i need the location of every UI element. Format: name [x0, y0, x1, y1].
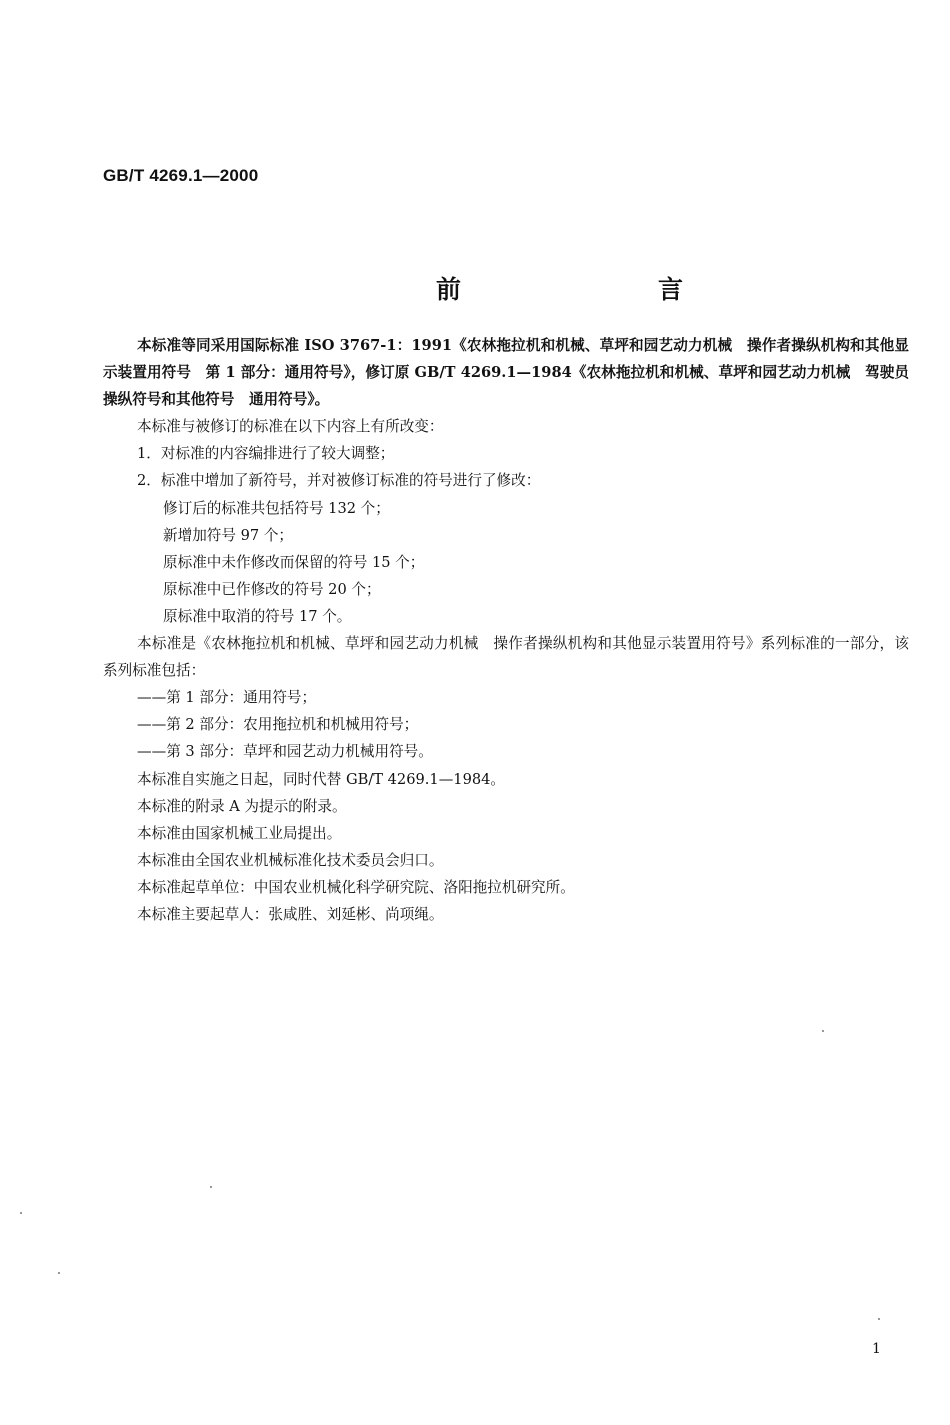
paragraph-committee: 本标准由全国农业机械标准化技术委员会归口。 [137, 851, 444, 869]
paragraph-adoption: 本标准等同采用国际标准 ISO 3767-1：1991《农林拖拉机和机械、草坪和园艺动力机械 操作者操纵机构和其他显示装置用符号 第 1 部分：通用符号》，修订原 GB/T 4269.1—1984《农林拖拉机和机械、草坪和园艺动力机械 驾驶员操纵符号和其他符号 通用符号》。 [103, 337, 909, 409]
scan-speck [20, 1212, 22, 1214]
page-title: 前 言 [436, 275, 770, 304]
paragraph-drafters: 本标准主要起草人：张咸胜、刘延彬、尚项绳。 [137, 905, 444, 923]
list-item: 2．标准中增加了新符号，并对被修订标准的符号进行了修改： [137, 472, 541, 490]
scan-speck [878, 1318, 880, 1320]
document-body [103, 332, 909, 928]
page-number: 1 [872, 1341, 881, 1357]
list-item: 新增加符号 97 个； [163, 526, 294, 544]
paragraph-replacement: 本标准自实施之日起，同时代替 GB/T 4269.1—1984。 [137, 770, 506, 788]
scan-speck [822, 1030, 824, 1032]
list-item: ——第 3 部分：草坪和园艺动力机械用符号。 [137, 743, 433, 761]
list-item: 1．对标准的内容编排进行了较大调整； [137, 445, 395, 463]
paragraph-drafting-units: 本标准起草单位：中国农业机械化科学研究院、洛阳拖拉机研究所。 [137, 878, 575, 896]
paragraph-appendix: 本标准的附录 A 为提示的附录。 [137, 797, 347, 815]
list-item: 原标准中已作修改的符号 20 个； [163, 580, 381, 598]
list-item: 原标准中取消的符号 17 个。 [163, 607, 352, 625]
scan-speck [210, 1186, 212, 1188]
list-item: 原标准中未作修改而保留的符号 15 个； [163, 553, 425, 571]
scan-speck [58, 1272, 60, 1274]
paragraph-proposer: 本标准由国家机械工业局提出。 [137, 824, 342, 842]
standard-code: GB/T 4269.1—2000 [103, 166, 259, 185]
paragraph-series: 本标准是《农林拖拉机和机械、草坪和园艺动力机械 操作者操纵机构和其他显示装置用符号》系列标准的一部分，该系列标准包括： [103, 635, 909, 680]
list-item: 修订后的标准共包括符号 132 个； [163, 499, 390, 517]
list-item: ——第 1 部分：通用符号； [137, 689, 317, 707]
list-item: ——第 2 部分：农用拖拉机和机械用符号； [137, 716, 419, 734]
paragraph-changes-intro: 本标准与被修订的标准在以下内容上有所改变： [137, 418, 444, 436]
